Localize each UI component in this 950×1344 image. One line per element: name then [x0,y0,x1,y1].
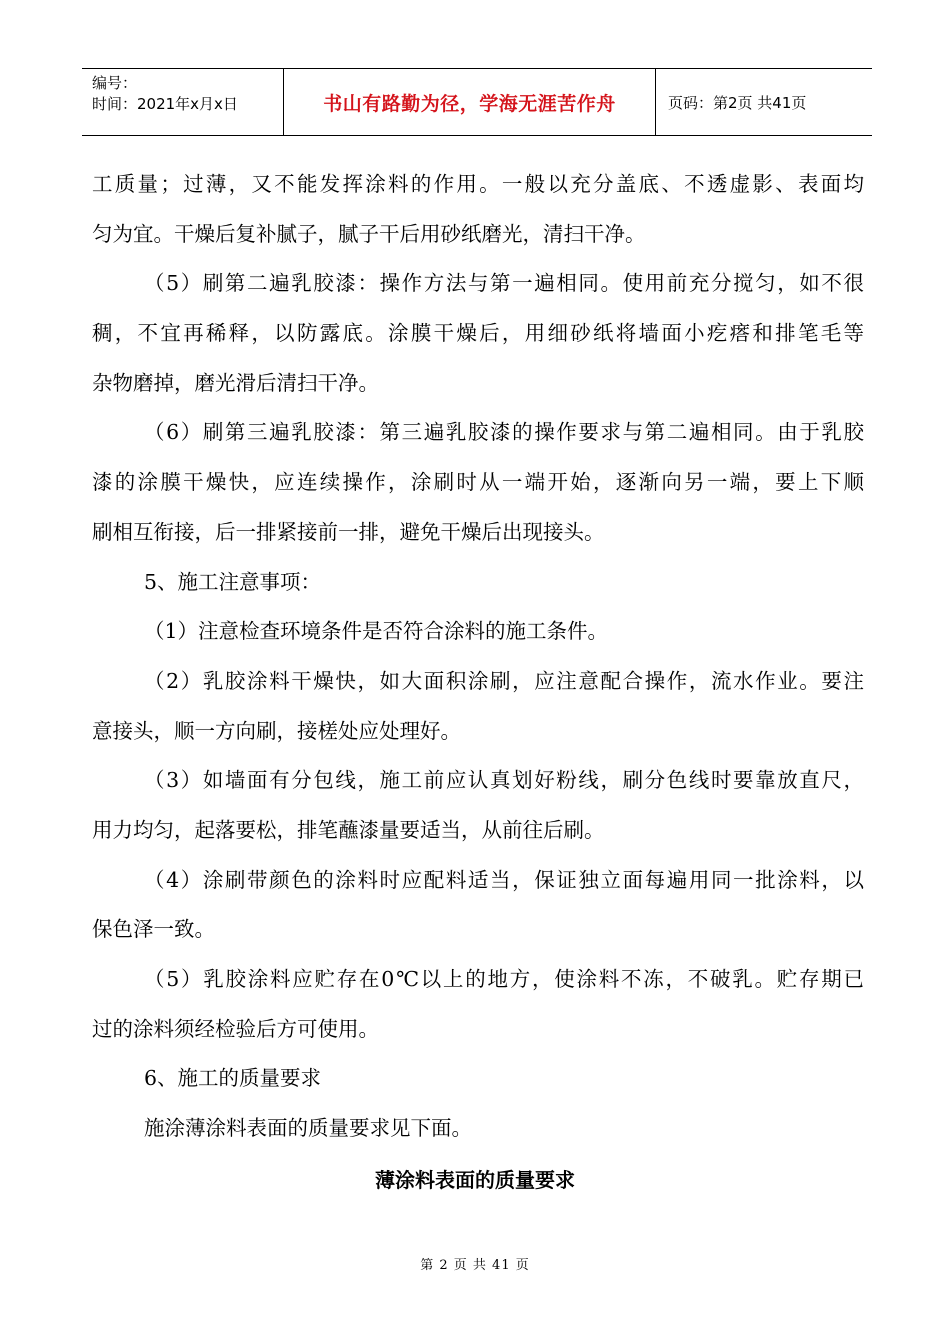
section-heading: 6、施工的质量要求 [144,1066,322,1091]
header-page-info: 页码：第2页 共41页 [668,93,807,112]
header-motto: 书山有路勤为径，学海无涯苦作舟 [323,92,616,115]
body-line: 稠，不宜再稀释，以防露底。涂膜干燥后，用细砂纸将墙面小疙瘩和排笔毛等 [92,321,864,346]
body-line: （1）注意检查环境条件是否符合涂料的施工条件。 [144,619,609,644]
document-number-label: 编号： [92,74,138,92]
body-line: （3）如墙面有分包线，施工前应认真划好粉线，刷分色线时要靠放直尺， [144,768,864,793]
section-heading: 5、施工注意事项： [144,569,322,594]
body-line: （6）刷第三遍乳胶漆：第三遍乳胶漆的操作要求与第二遍相同。由于乳胶 [144,420,864,445]
page-header [82,68,872,136]
body-line: 用力均匀，起落要松，排笔蘸漆量要适当，从前往后刷。 [92,817,605,842]
body-line: （5）刷第二遍乳胶漆：操作方法与第一遍相同。使用前充分搅匀，如不很 [144,271,864,296]
page-footer: 第 2 页 共 41 页 [420,1258,530,1273]
body-line: 工质量；过薄，又不能发挥涂料的作用。一般以充分盖底、不透虚影、表面均 [92,172,864,196]
body-line: 匀为宜。干燥后复补腻子，腻子干后用砂纸磨光，清扫干净。 [92,221,646,246]
body-line: 过的涂料须经检验后方可使用。 [92,1016,379,1041]
body-line: 杂物磨掉，磨光滑后清扫干净。 [92,370,379,395]
body-line: （4）涂刷带颜色的涂料时应配料适当，保证独立面每遍用同一批涂料，以 [144,867,864,892]
document-date-label: 时间：2021年x月x日 [92,95,238,113]
table-title: 薄涂料表面的质量要求 [375,1168,575,1192]
body-line: （2）乳胶涂料干燥快，如大面积涂刷，应注意配合操作，流水作业。要注 [144,668,864,693]
body-line: 施涂薄涂料表面的质量要求见下面。 [144,1116,472,1141]
body-line: 保色泽一致。 [92,917,215,942]
body-line: 刷相互衔接，后一排紧接前一排，避免干燥后出现接头。 [92,519,605,544]
body-line: 意接头，顺一方向刷，接槎处应处理好。 [92,718,461,743]
body-line: （5）乳胶涂料应贮存在0℃以上的地方，使涂料不冻，不破乳。贮存期已 [144,967,864,991]
header-motto-cell [284,69,656,135]
document-body [92,160,864,1154]
body-line: 漆的涂膜干燥快，应连续操作，涂刷时从一端开始，逐渐向另一端，要上下顺 [92,470,864,495]
header-meta [82,69,284,135]
